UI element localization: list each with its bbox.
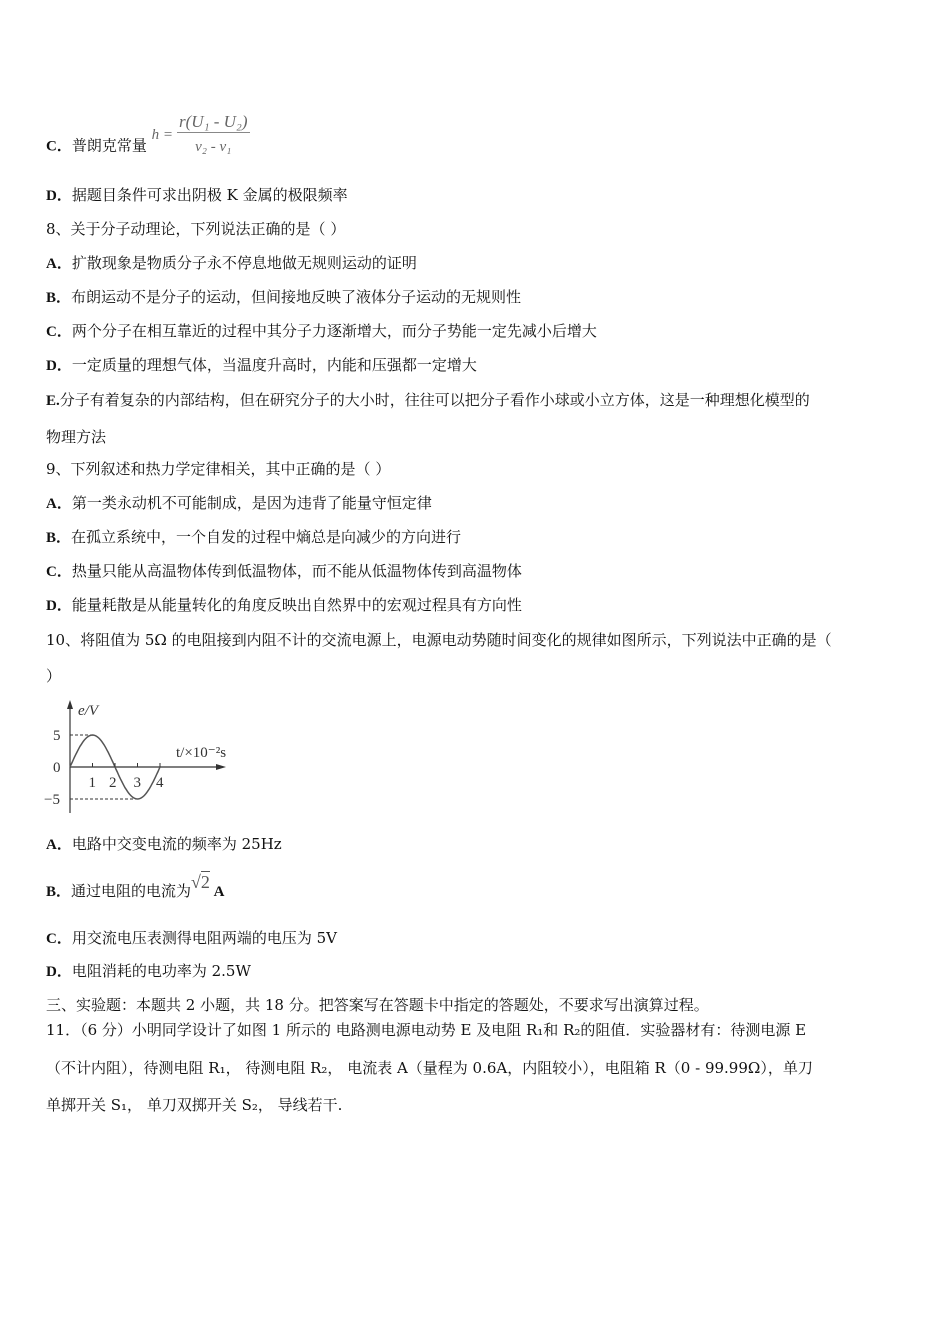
y-axis-label: e/V (78, 703, 98, 719)
q11-line-3: 单掷开关 S₁， 单刀双掷开关 S₂， 导线若干. (46, 1096, 343, 1114)
q9-stem: 9、下列叙述和热力学定律相关，其中正确的是（ ） (46, 460, 391, 478)
x-axis-arrow-icon (216, 764, 226, 770)
q8-stem: 8、关于分子动理论，下列说法正确的是（ ） (46, 220, 346, 238)
option-label: D． (46, 358, 72, 374)
option-text: 普朗克常量 (71, 136, 147, 155)
x-tick-label: 3 (133, 775, 141, 791)
sqrt-expression: √2 (191, 872, 210, 892)
option-text: 在孤立系统中，一个自发的过程中熵总是向减少的方向进行 (71, 528, 462, 546)
option-text: 热量只能从高温物体传到低温物体，而不能从低温物体传到高温物体 (71, 562, 522, 580)
y-tick-label: 0 (53, 760, 61, 776)
q10-option-c (46, 928, 337, 949)
option-label: B． (46, 884, 72, 900)
q7-option-c (46, 112, 250, 169)
y-tick-label: 5 (53, 728, 61, 744)
q8-option-a (46, 253, 417, 274)
option-label: B． (46, 290, 72, 306)
option-text: 用交流电压表测得电阻两端的电压为 5V (71, 929, 337, 947)
option-text: 通过电阻的电流为 (71, 882, 192, 900)
planck-formula (152, 112, 250, 157)
option-text: 两个分子在相互靠近的过程中其分子力逐渐增大，而分子势能一定先减小后增大 (71, 322, 597, 340)
q10-option-d (46, 961, 251, 982)
q7-option-d (46, 185, 348, 206)
option-text: 布朗运动不是分子的运动，但间接地反映了液体分子运动的无规则性 (71, 288, 522, 306)
option-text: 据题目条件可求出阴极 K 金属的极限频率 (71, 186, 348, 204)
emf-time-graph (40, 695, 280, 815)
option-label: D． (46, 598, 72, 614)
x-tick-label: 2 (109, 775, 117, 791)
sqrt-value: 2 (200, 872, 210, 892)
option-label: C． (46, 324, 72, 340)
option-label: A． (46, 837, 72, 853)
q8-option-e (46, 390, 810, 411)
formula-denominator: ν₂ - ν₁ (195, 139, 232, 155)
q11-line-1: 11．（6 分）小明同学设计了如图 1 所示的 电路测电源电动势 E 及电阻 R₁和 R₂的阻值．实验器材有：待测电源 E (46, 1021, 807, 1039)
q9-option-b (46, 527, 461, 548)
q10-option-b (46, 872, 225, 902)
q9-option-a (46, 493, 432, 514)
option-label: B． (46, 530, 72, 546)
q8-option-b (46, 287, 521, 308)
option-label: A． (46, 256, 72, 272)
q9-option-c (46, 561, 522, 582)
option-label: D． (46, 188, 72, 204)
section-3-title: 三、实验题：本题共 2 小题，共 18 分。把答案写在答题卡中指定的答题处，不要求写出演算过程。 (46, 996, 709, 1014)
option-label: C． (46, 564, 72, 580)
y-axis-arrow-icon (67, 700, 73, 709)
option-text: 能量耗散是从能量转化的角度反映出自然界中的宏观过程具有方向性 (71, 596, 522, 614)
unit: A (209, 884, 225, 900)
q10-stem: 10、将阻值为 5Ω 的电阻接到内阻不计的交流电源上，电源电动势随时间变化的规律如图所示，下列说法中正确的是（ (46, 631, 832, 649)
q9-option-d (46, 595, 522, 616)
formula-numerator: r(U₁ - U₂) (179, 112, 248, 131)
x-axis-label: t/×10⁻²s (176, 745, 227, 761)
q8-option-e-cont: 物理方法 (46, 428, 107, 446)
option-text: 一定质量的理想气体，当温度升高时，内能和压强都一定增大 (71, 356, 477, 374)
q10-option-a (46, 834, 282, 855)
option-text: 分子有着复杂的内部结构，但在研究分子的大小时，往往可以把分子看作小球或小立方体，这是一种理想化模型的 (59, 391, 810, 409)
option-text: 第一类永动机不可能制成，是因为违背了能量守恒定律 (71, 494, 432, 512)
y-tick-label: −5 (44, 792, 60, 808)
x-tick-label: 4 (156, 775, 164, 791)
option-text: 电阻消耗的电功率为 2.5W (71, 962, 251, 980)
x-tick-label: 1 (88, 775, 96, 791)
q8-option-c (46, 321, 597, 342)
option-text: 扩散现象是物质分子永不停息地做无规则运动的证明 (71, 254, 417, 272)
option-label: E. (46, 393, 60, 409)
option-label: C． (46, 931, 72, 947)
q11-line-2: （不计内阻），待测电阻 R₁， 待测电阻 R₂， 电流表 A（量程为 0.6A，内阻较小），电阻箱 R（0 - 99.99Ω），单刀 (46, 1059, 813, 1077)
option-label: D． (46, 964, 72, 980)
q10-stem-cont: ） (46, 667, 62, 685)
formula-lhs: h = (151, 126, 174, 143)
option-label: C． (46, 138, 72, 155)
option-text: 电路中交变电流的频率为 25Hz (71, 835, 282, 853)
option-label: A． (46, 496, 72, 512)
q8-option-d (46, 355, 477, 376)
